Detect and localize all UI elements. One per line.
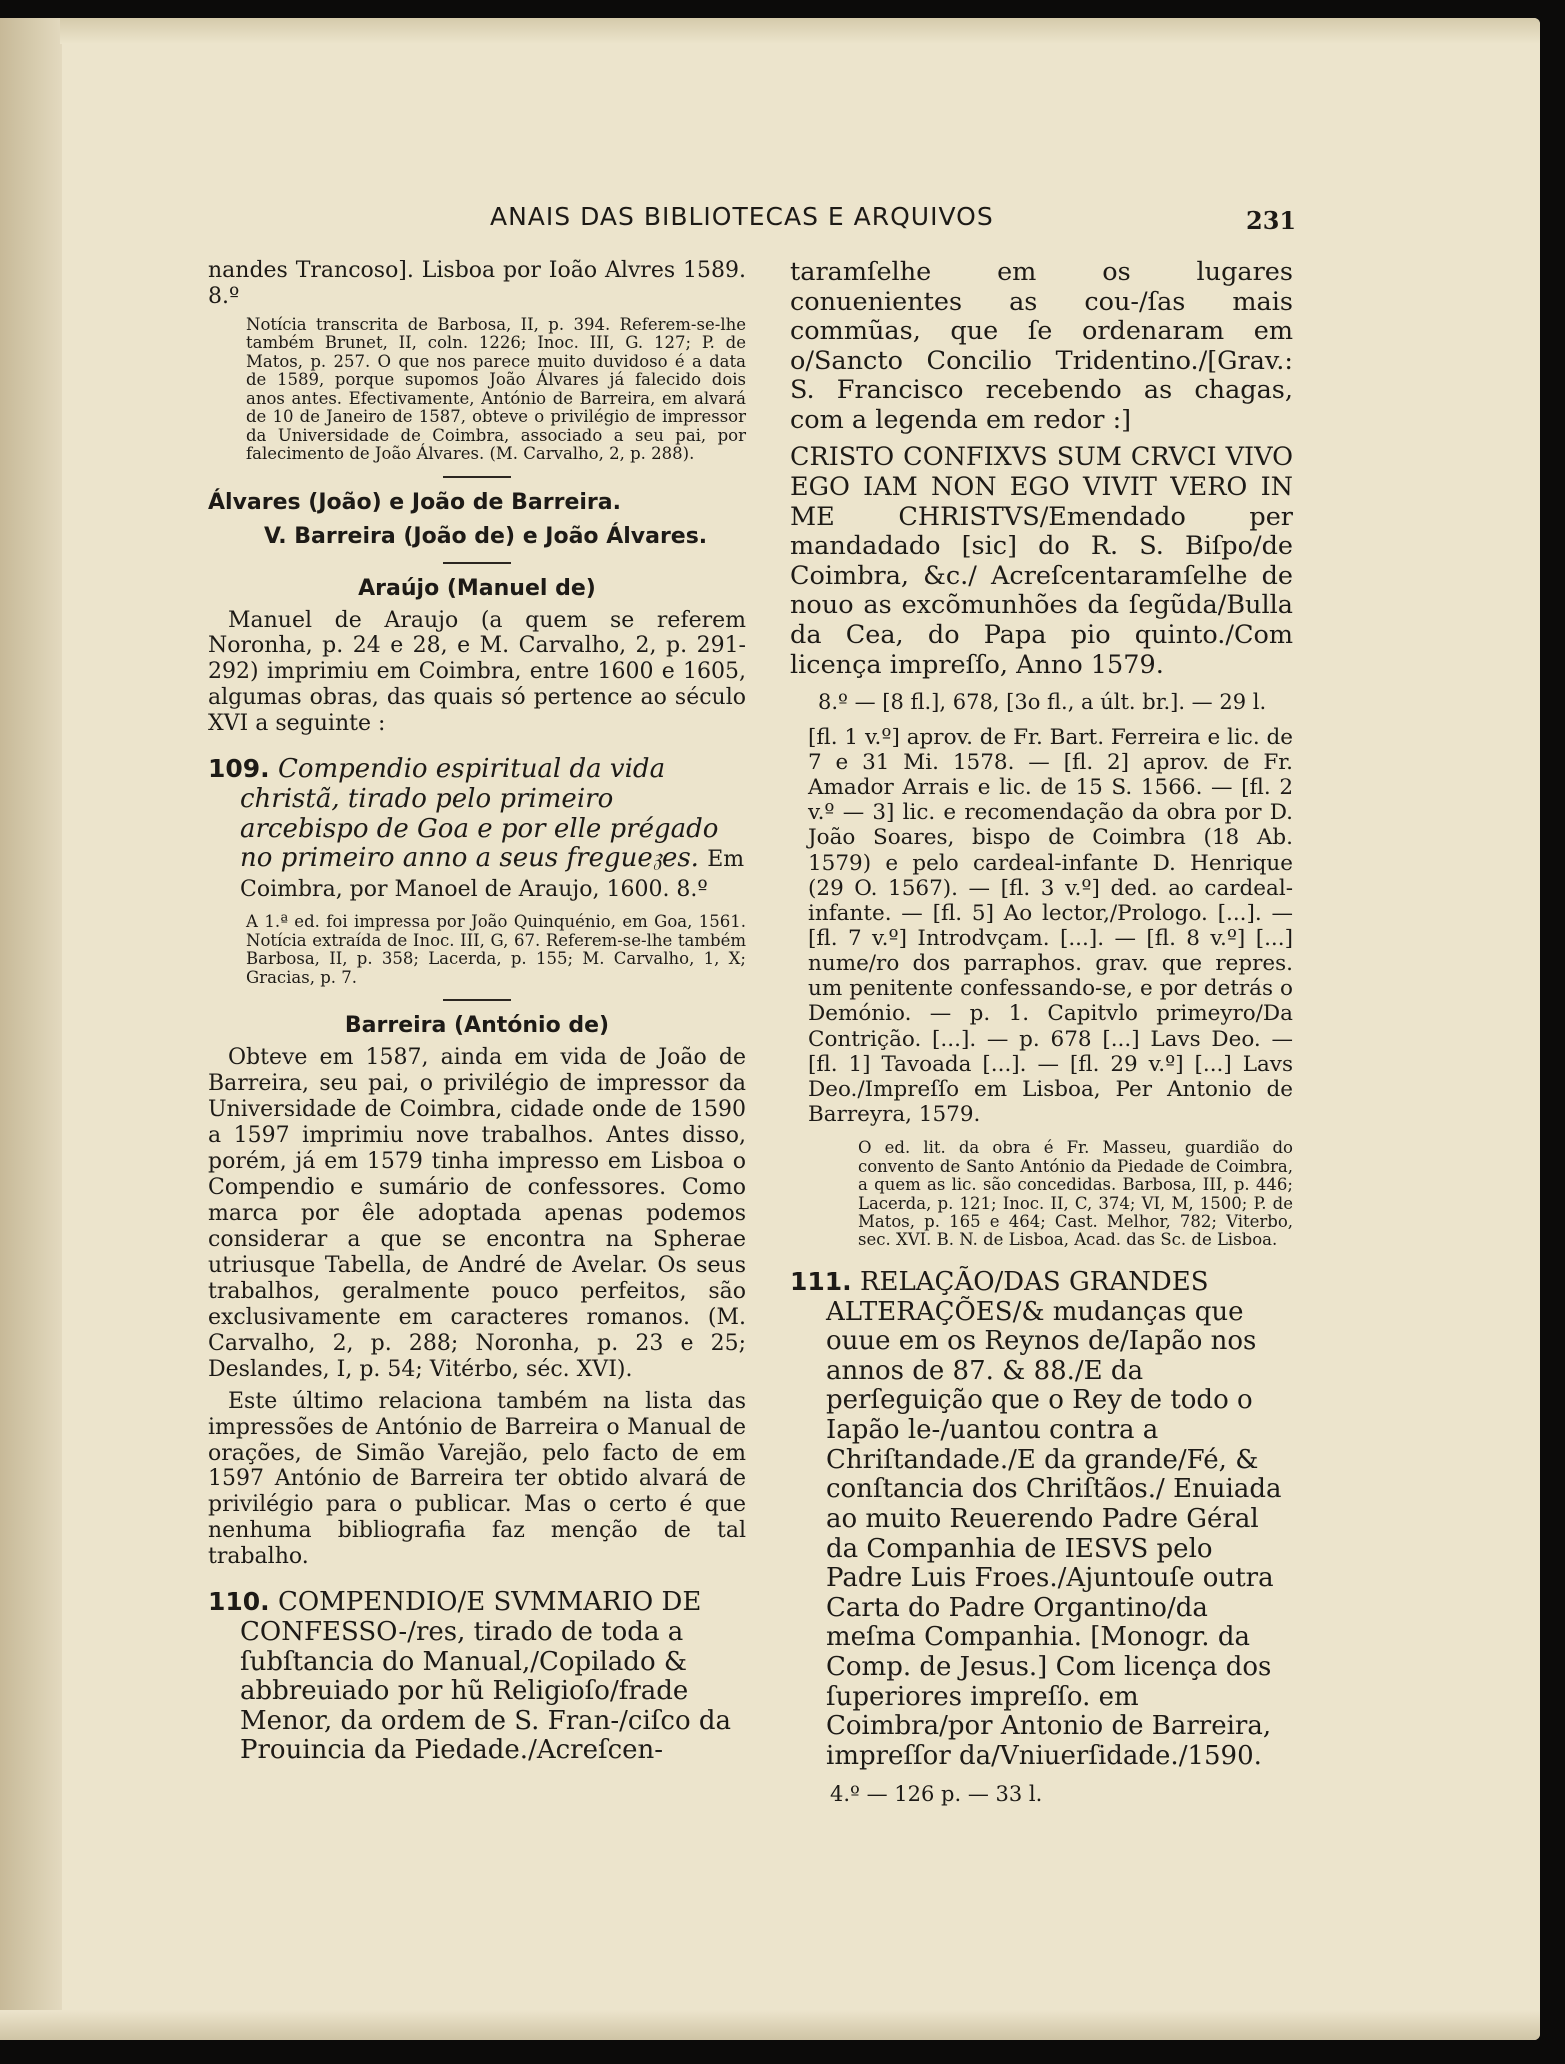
heading-araujo: Araújo (Manuel de) xyxy=(358,575,596,601)
entry-109 xyxy=(208,755,746,903)
see-also-reference: V. Barreira (João de) e João Álvares. xyxy=(264,523,708,549)
entry-110-title-continued: taramſelhe em os lugares conuenientes as cou-/ſas mais commũas, que ſe ordenaram em o/Sancto Concilio Tridentino./[Grav.: S. Francisco recebendo as chagas, com a legenda em redor :] xyxy=(790,257,1293,435)
entry-title: COMPENDIO/E SVMMARIO DE CONFESSO-/res, tirado de toda a ſubſtancia do Manual,/Copilado & abbreuiado por hũ Religioſo/frade Menor, da ordem de S. Fran-/ciſco da Prouincia da Piedade./Acreſcen- xyxy=(240,1587,732,1766)
entry-111 xyxy=(790,1268,1293,1772)
contents-note-110: [fl. 1 v.º] aprov. de Fr. Bart. Ferreira e lic. de 7 e 31 Mi. 1578. — [fl. 2] aprov. de Fr. Amador Arrais e lic. de 15 S. 1566. — [fl. 2 v.º — 3] lic. e recomendação da obra por D. João Soares, bispo de Coimbra (18 Ab. 1579) e pelo cardeal-infante D. Henrique (29 O. 1567). — [fl. 3 v.º] ded. ao cardeal-infante. — [fl. 5] Ao lector,/Prologo. [...]. — [fl. 7 v.º] Introdvçam. [...]. — [fl. 8 v.º] [...] nume/ro dos parraphos. grav. que repres. um penitente confessando-se, e por detrás o Demónio. — p. 1. Capitvlo primeyro/Da Contrição. [...]. — p. 678 [...] Lavs Deo. — [fl. 1] Tavoada [...]. — [fl. 29 v.º] [...] Lavs Deo./Impreſſo em Lisboa, Per Antonio de Barreyra, 1579. xyxy=(808,724,1293,1127)
collation-110: 8.º — [8 fl.], 678, [3o fl., a últ. br.]. — 29 l. xyxy=(818,690,1267,715)
document-page xyxy=(0,18,1540,2040)
entry-title: RELAÇÃO/DAS GRANDES ALTERAÇÕES/& mudanças que ouue em os Reynos de/Iapão nos annos de 87. & 88./E da perſeguição que o Rey de todo o Iapão le-/uantou contra a Chriſtandade./E da grande/Fé, & conſtancia dos Chriſtãos./ Enuiada ao muito Reuerendo Padre Géral da Companhia de IESVS pelo Padre Luis Froes./Ajuntouſe outra Carta do Padre Organtino/da meſma Companhia. [Monogr. da Comp. de Jesus.] Com licença dos ſuperiores impreſſo. em Coimbra/por Antonio de Barreira, impreſſor da/Vniuerſidade./1590. xyxy=(826,1266,1282,1771)
running-head: ANAIS DAS BIBLIOTECAS E ARQUIVOS xyxy=(490,202,994,231)
collation-111: 4.º — 126 p. — 33 l. xyxy=(830,1781,1043,1806)
entry-110-title-caps: CRISTO CONFIXVS SUM CRVCI VIVO EGO IAM NON EGO VIVIT VERO IN ME CHRISTVS/Emendado per mandadado [sic] do R. S. Biſpo/de Coimbra, &c./ Acreſcentaramſelhe de nouo as excõmunhões da ſegũda/Bulla da Cea, do Papa pio quinto./Com licença impreſſo, Anno 1579. xyxy=(790,442,1293,680)
divider xyxy=(443,562,511,564)
page-top-edge xyxy=(60,18,1540,44)
page-gutter xyxy=(0,18,62,2040)
left-column xyxy=(208,258,746,1776)
note-109: A 1.ª ed. foi impressa por João Quinquénio, em Goa, 1561. Notícia extraída de Inoc. III, G, 67. Referem-se-lhe também Barbosa, II, p. 358; Lacerda, p. 155; M. Carvalho, 1, X; Gracias, p. 7. xyxy=(246,912,746,987)
page-header xyxy=(0,202,1540,242)
paragraph-barreira-2: Este último relaciona também na lista das impressões de António de Barreira o Manual de orações, de Simão Varejão, pelo facto de em 1597 António de Barreira ter obtido alvará de privilégio para o publicar. Mas o certo é que nenhuma bibliografia faz menção de tal trabalho. xyxy=(208,1388,746,1570)
divider xyxy=(443,476,511,478)
entry-title: Compendio espiritual da vida christã, tirado pelo primeiro arcebispo de Goa e por elle prégado no primeiro anno a seus fregue𝔷es. xyxy=(240,754,719,874)
right-column xyxy=(790,258,1293,1816)
paragraph-barreira: Obteve em 1587, ainda em vida de João de Barreira, seu pai, o privilégio de impressor da Universidade de Coimbra, cidade onde de 1590 a 1597 imprimiu nove trabalhos. Antes disso, porém, já em 1579 tinha impresso em Lisboa o Compendio e sumário de confessores. Como marca por êle adoptada apenas podemos considerar a que se encontra na Spherae utriusque Tabella, de André de Avelar. Os seus trabalhos, geralmente pouco perfeitos, são exclusivamente em caracteres romanos. (M. Carvalho, 2, p. 288; Noronha, p. 23 e 25; Deslandes, I, p. 54; Vitérbo, séc. XVI). xyxy=(208,1045,746,1382)
heading-alvares: Álvares (João) e João de Barreira. xyxy=(208,489,621,515)
note-top: Notícia transcrita de Barbosa, II, p. 394. Referem-se-lhe também Brunet, II, coln. 1226; Inoc. III, G. 127; P. de Matos, p. 257. O que nos parece muito duvidoso é a data de 1589, porque supomos João Álvares já falecido dois anos antes. Efectivamente, António de Barreira, em alvará de 10 de Janeiro de 1587, obteve o privilégio de impressor da Universidade de Coimbra, associado a seu pai, por falecimento de João Álvares. (M. Carvalho, 2, p. 288). xyxy=(246,314,746,464)
entry-imprint: Em Coimbra, por Manoel de Araujo, 1600. 8.º xyxy=(240,847,745,902)
heading-barreira: Barreira (António de) xyxy=(344,1013,610,1039)
entry-number: 111. xyxy=(790,1266,852,1296)
entry-number: 109. xyxy=(208,754,270,784)
page-bottom-edge xyxy=(0,2010,1540,2040)
paragraph-continued: nandes Trancoso]. Lisboa por Ioão Alvres 1589. 8.º xyxy=(208,258,746,309)
entry-number: 110. xyxy=(208,1587,270,1617)
bibliography-note-110: O ed. lit. da obra é Fr. Masseu, guardião do convento de Santo António da Piedade de Coimbra, a quem as lic. são concedidas. Barbosa, III, p. 446; Lacerda, p. 121; Inoc. II, C, 374; VI, M, 1500; P. de Matos, p. 165 e 464; Cast. Melhor, 782; Viterbo, sec. XVI. B. N. de Lisboa, Acad. das Sc. de Lisboa. xyxy=(858,1138,1293,1250)
entry-110 xyxy=(208,1588,746,1766)
paragraph-araujo: Manuel de Araujo (a quem se referem Noronha, p. 24 e 28, e M. Carvalho, 2, p. 291-292) imprimiu em Coimbra, entre 1600 e 1605, algumas obras, das quais só pertence ao século XVI a seguinte : xyxy=(208,607,746,737)
page-number: 231 xyxy=(1246,206,1297,235)
divider xyxy=(443,999,511,1001)
